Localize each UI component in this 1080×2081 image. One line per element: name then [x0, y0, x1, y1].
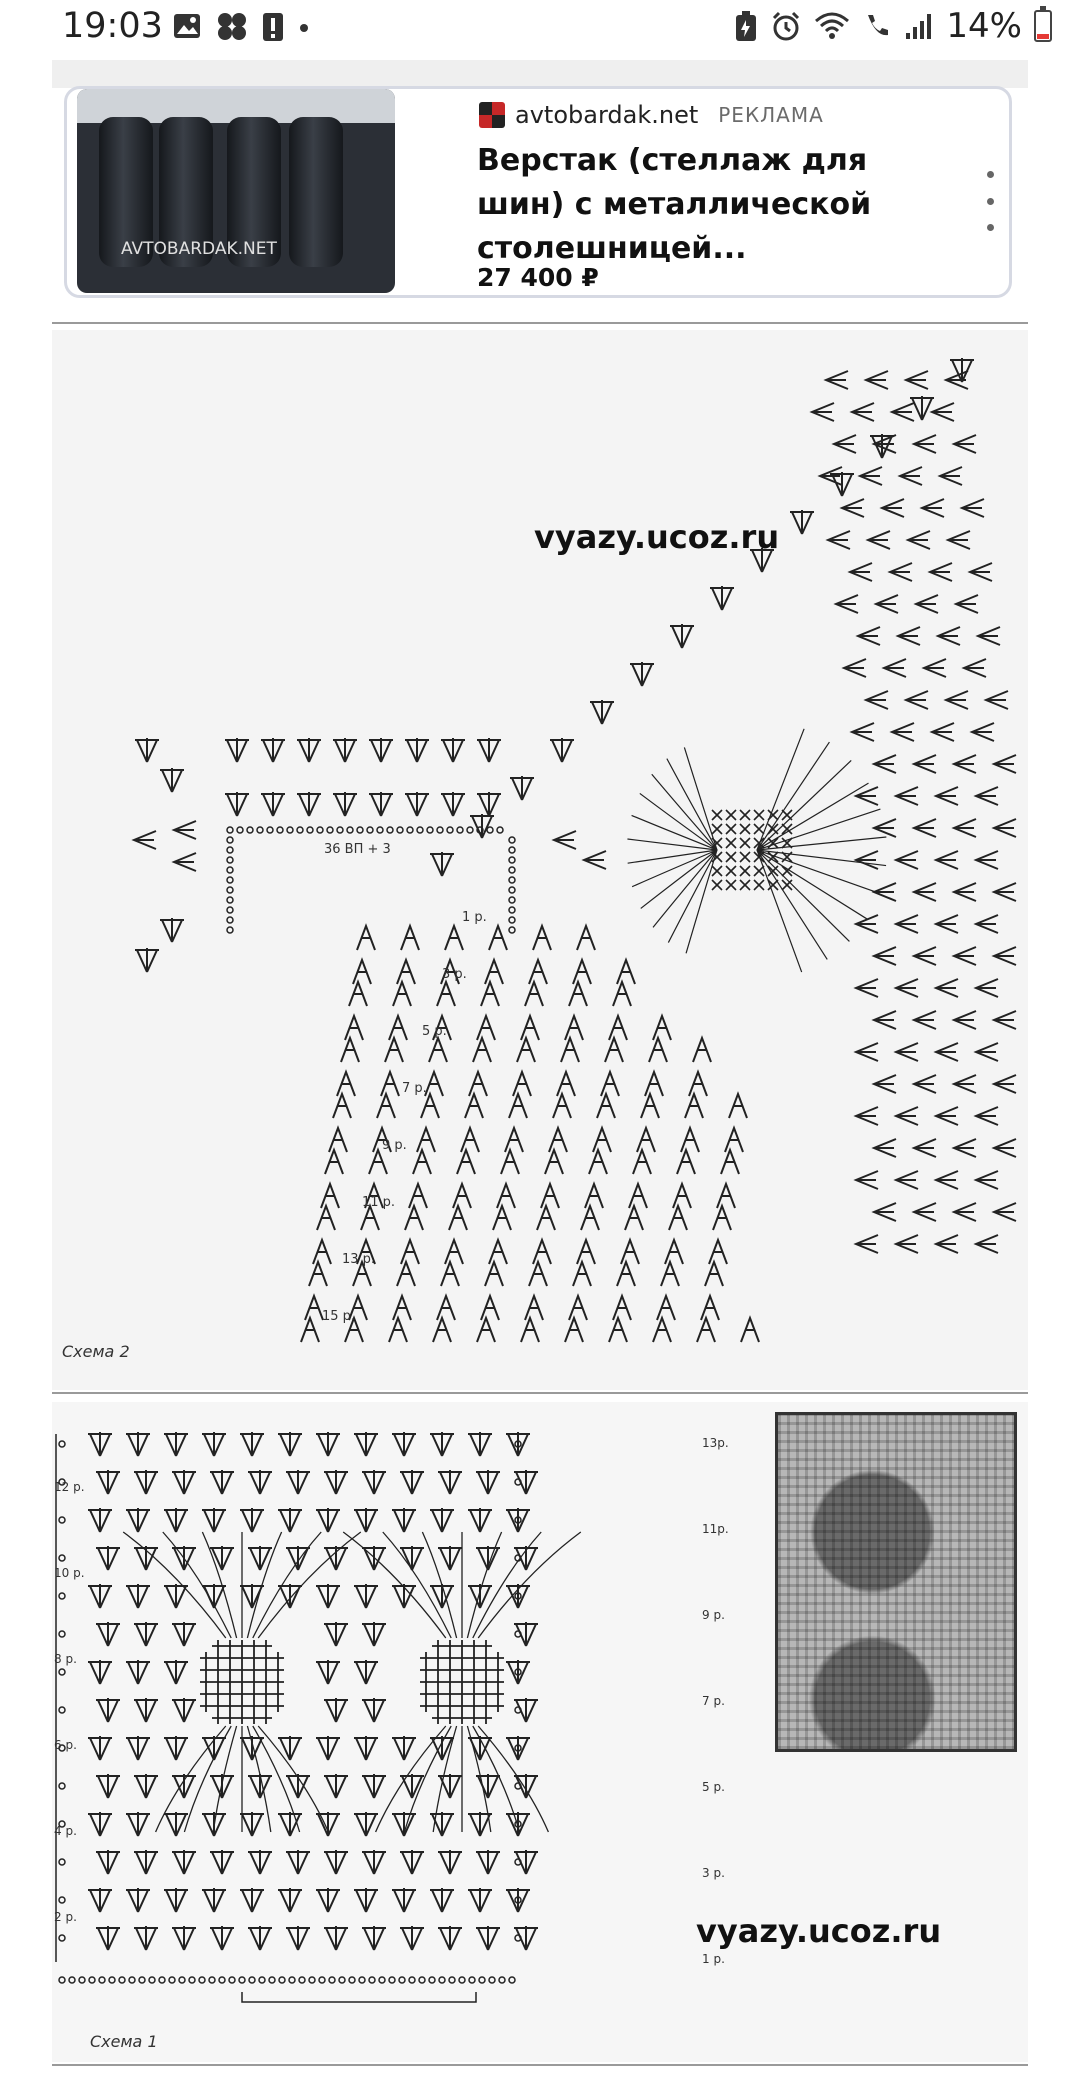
row-label-right: 13р.	[702, 1436, 729, 1450]
divider	[52, 2064, 1028, 2066]
row-label-left: 6 р.	[54, 1738, 77, 1752]
row-label: 5 р.	[422, 1024, 447, 1039]
divider	[52, 322, 1028, 324]
row-label: 9 р.	[382, 1138, 407, 1153]
scheme-1-watermark: vyazy.ucoz.ru	[696, 1912, 942, 1950]
ad-label: РЕКЛАМА	[718, 103, 824, 127]
row-label: 13 р.	[342, 1252, 376, 1267]
row-label-left: 8 р.	[54, 1652, 77, 1666]
ad-title[interactable]: Верстак (стеллаж для шин) с металлической столешницей...	[477, 143, 872, 266]
divider	[52, 1392, 1028, 1394]
gallery-icon	[172, 11, 202, 41]
alarm-icon	[770, 10, 802, 42]
battery-percent: 14%	[946, 6, 1022, 46]
ad-domain-text: avtobardak.net	[515, 101, 699, 129]
crochet-photo[interactable]	[775, 1412, 1017, 1752]
row-label: 11 р.	[362, 1195, 396, 1210]
row-label-right: 5 р.	[702, 1780, 725, 1794]
status-time: 19:03	[62, 6, 163, 46]
row-label-left: 12 р.	[54, 1480, 85, 1494]
row-label-left: 2 р.	[54, 1910, 77, 1924]
ad-image[interactable]	[77, 89, 395, 293]
row-label-right: 1 р.	[702, 1952, 725, 1966]
row-label-left: 4 р.	[54, 1824, 77, 1838]
scheme-2-caption: Схема 2	[62, 1342, 130, 1361]
row-label: 3 р.	[442, 967, 467, 982]
more-notifications-icon	[298, 11, 310, 41]
wifi-icon	[814, 11, 850, 41]
more-options-icon[interactable]	[975, 171, 1005, 231]
crochet-scheme-2-image[interactable]	[52, 330, 1028, 1390]
ad-image-logo: AVTOBARDAK.NET	[121, 239, 277, 259]
row-label-right: 3 р.	[702, 1866, 725, 1880]
previous-image-remnant	[52, 60, 1028, 88]
row-label-left: 10 р.	[54, 1566, 85, 1580]
row-label-right: 11р.	[702, 1522, 729, 1536]
signal-icon	[904, 11, 934, 41]
ad-price: 27 400 ₽	[477, 263, 599, 292]
row-label: 7 р.	[402, 1081, 427, 1096]
crochet-scheme-1-image[interactable]	[52, 1402, 1028, 2062]
system-icons	[734, 6, 1052, 46]
row-label-right: 9 р.	[702, 1608, 725, 1622]
scheme-2-diagram	[52, 330, 1028, 1390]
alert-icon	[262, 10, 284, 42]
ad-favicon-icon	[479, 102, 505, 128]
wifi-calling-icon	[862, 11, 892, 41]
row-label: 1 р.	[462, 910, 487, 925]
notification-icons	[172, 10, 310, 42]
app-icon	[216, 11, 248, 41]
ad-card[interactable]	[64, 86, 1012, 298]
scheme-1-caption: Схема 1	[90, 2032, 158, 2051]
scheme-2-note: 36 ВП + 3	[324, 842, 391, 857]
ad-domain[interactable]	[479, 101, 824, 129]
status-bar	[0, 0, 1080, 52]
row-label-right: 7 р.	[702, 1694, 725, 1708]
row-label: 15 р.	[322, 1309, 356, 1324]
battery-icon	[1034, 10, 1052, 42]
battery-saver-icon	[734, 10, 758, 42]
scheme-2-watermark: vyazy.ucoz.ru	[534, 518, 780, 556]
